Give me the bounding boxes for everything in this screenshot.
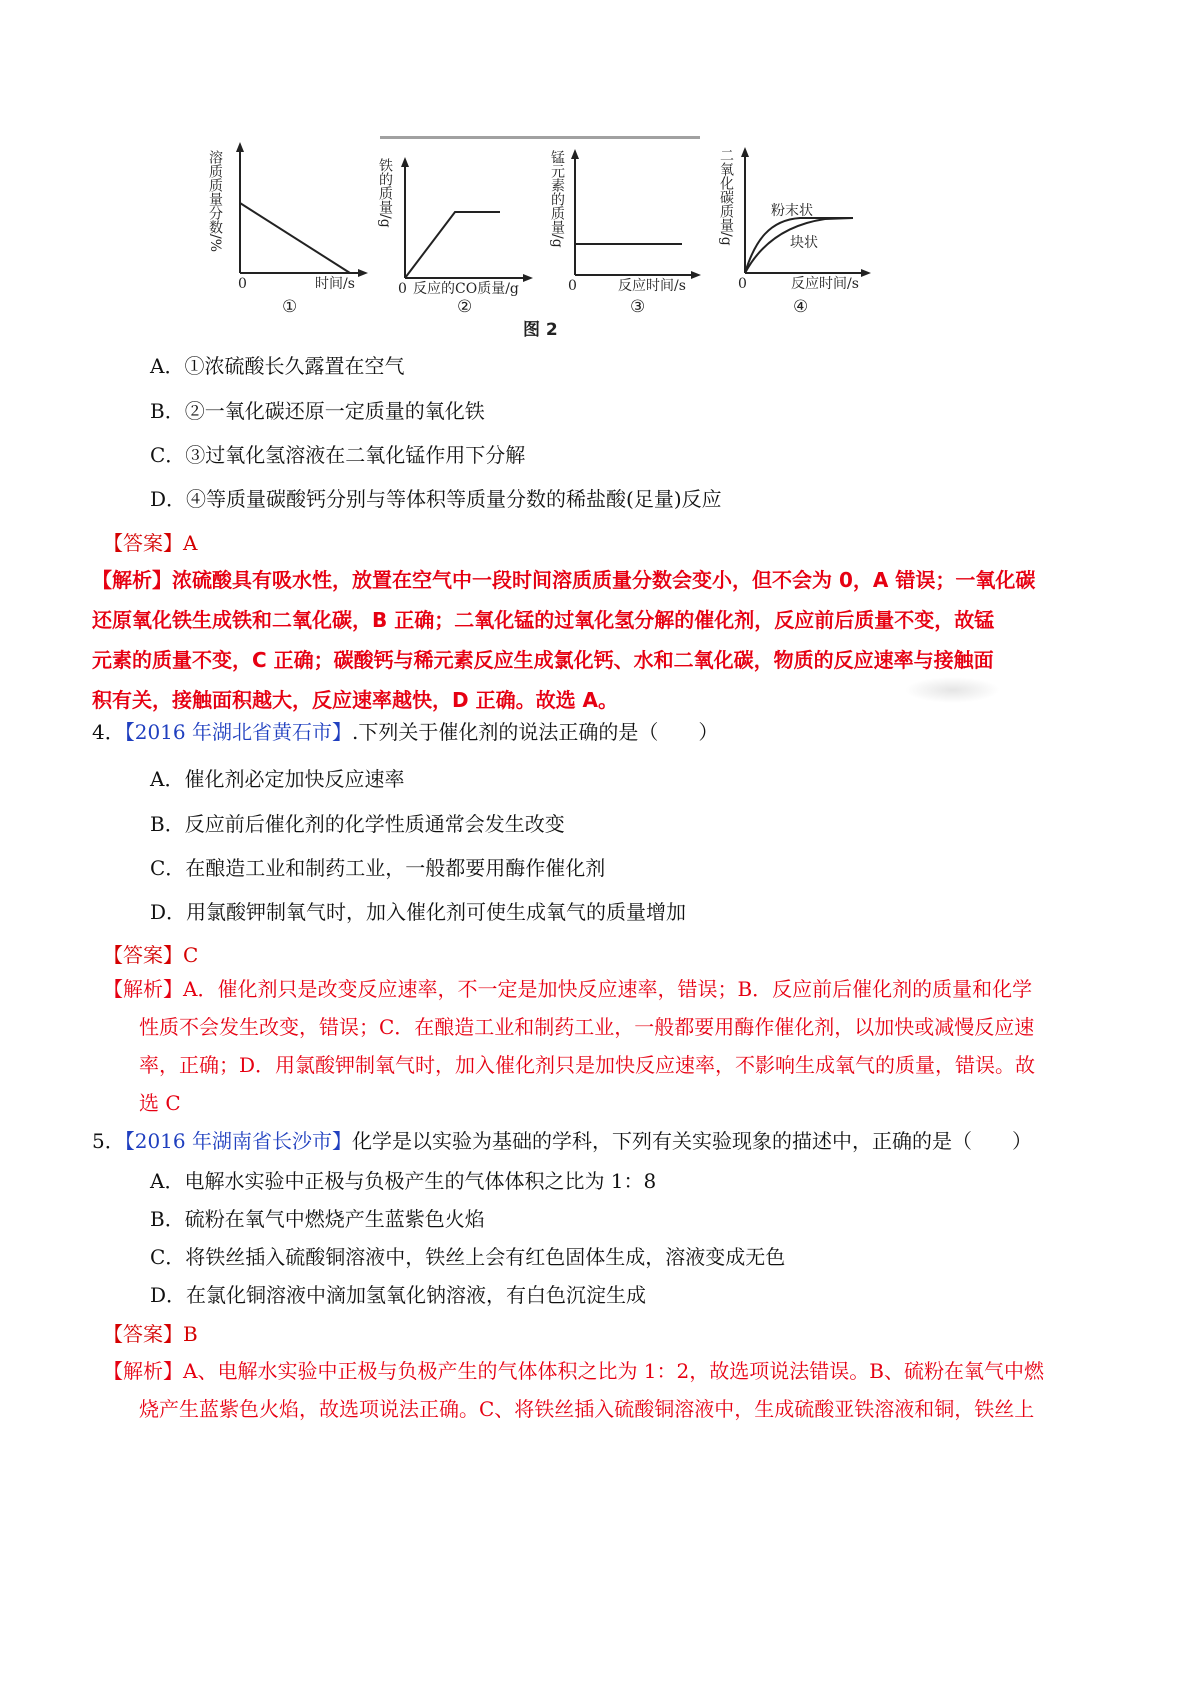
q4-option-d: D．用氯酸钾制氧气时，加入催化剂可使生成氧气的质量增加 — [150, 900, 687, 924]
q4-exp-line-3: 率，正确；D．用氯酸钾制氧气时，加入催化剂只是加快反应速率，不影响生成氧气的质量，错误。故 — [139, 1053, 1036, 1077]
q5-answer — [103, 1320, 198, 1348]
q3-exp-line-1: 浓硫酸具有吸水性，放置在空气中一段时间溶质质量分数会变小，但不会为 0，A 错误；一氧化碳 — [172, 568, 1036, 592]
graph-4 — [718, 147, 871, 317]
q5-option-b: B．硫粉在氧气中燃烧产生蓝紫色火焰 — [150, 1207, 485, 1231]
q5-source: 【2016 年湖南省长沙市】 — [124, 1129, 352, 1153]
graph-2 — [377, 157, 533, 317]
q4-answer — [103, 941, 198, 969]
q5-exp-line-2: 烧产生蓝紫色火焰，故选项说法正确。C、将铁丝插入硫酸铜溶液中，生成硫酸亚铁溶液和铜，铁丝上 — [139, 1397, 1035, 1421]
q4-option-c: C．在酿造工业和制药工业，一般都要用酶作催化剂 — [150, 856, 606, 880]
q3-option-a: A．①浓硫酸长久露置在空气 — [150, 354, 405, 378]
graph-4-curve1-label: 粉末状 — [771, 203, 813, 219]
q4-answer-value: C — [183, 943, 199, 967]
q3-exp-line-4: 积有关，接触面积越大，反应速率越快，D 正确。故选 A。 — [92, 688, 619, 712]
q5-option-a: A．电解水实验中正极与负极产生的气体体积之比为 1：8 — [150, 1169, 657, 1193]
q4-exp-line-1: A．催化剂只是改变反应速率，不一定是加快反应速率，错误；B．反应前后催化剂的质量和化学 — [183, 977, 1033, 1001]
q4-exp-label: 【解析】 — [103, 977, 183, 1001]
q4-answer-label: 【答案】 — [103, 943, 183, 967]
q3-exp-line-3: 元素的质量不变，C 正确；碳酸钙与稀元素反应生成氯化钙、水和二氧化碳，物质的反应速率与接触面 — [92, 648, 994, 672]
graph-4-curve2-label: 块状 — [790, 235, 818, 251]
q3-answer — [103, 529, 197, 557]
graph-2-line — [405, 212, 500, 278]
graph-2-ylabel: 铁的质量/g — [377, 158, 393, 228]
q4-stem — [92, 718, 718, 746]
graph-4-ylabel: 二氧化碳质量/g — [718, 148, 734, 246]
graph-3-ylabel: 锰元素的质量/g — [549, 150, 565, 248]
graph-1-number: ① — [282, 297, 298, 317]
graph-1-line — [240, 203, 350, 273]
q4-option-a: A．催化剂必定加快反应速率 — [150, 767, 405, 791]
graph-3-number: ③ — [630, 297, 646, 317]
q5-explanation — [103, 1352, 1103, 1428]
q4-stem-text: .下列关于催化剂的说法正确的是（ ） — [352, 720, 719, 744]
q5-exp-label: 【解析】 — [103, 1359, 183, 1383]
graph-2-origin: 0 — [398, 281, 407, 297]
graph-4-xlabel: 反应时间/s — [791, 276, 859, 292]
q5-stem-text: 化学是以实验为基础的学科，下列有关实验现象的描述中，正确的是（ ） — [352, 1129, 1032, 1153]
graph-1 — [207, 142, 368, 317]
q5-answer-value: B — [183, 1322, 198, 1346]
figure-caption: 图 2 — [523, 320, 558, 340]
graph-1-ylabel: 溶质质量分数/% — [207, 150, 223, 253]
graph-2-xlabel: 反应的CO质量/g — [413, 281, 519, 297]
q5-number: 5． — [92, 1129, 125, 1153]
q5-exp-line-1: A、电解水实验中正极与负极产生的气体体积之比为 1：2，故选项说法错误。B、硫粉在氧气中燃 — [183, 1359, 1044, 1383]
q3-answer-label: 【答案】 — [103, 531, 183, 555]
q3-option-d: D．④等质量碳酸钙分别与等体积等质量分数的稀盐酸(足量)反应 — [150, 487, 722, 511]
figure-2-graphs — [207, 140, 955, 365]
q5-option-c: C．将铁丝插入硫酸铜溶液中，铁丝上会有红色固体生成，溶液变成无色 — [150, 1245, 786, 1269]
scan-smudge — [905, 677, 1000, 703]
q3-exp-label: 【解析】 — [92, 568, 172, 592]
graph-4-number: ④ — [793, 297, 809, 317]
figure-2 — [207, 140, 955, 365]
q4-number: 4． — [92, 720, 125, 744]
graph-2-number: ② — [457, 297, 473, 317]
q3-exp-line-2: 还原氧化铁生成铁和二氧化碳，B 正确；二氧化锰的过氧化氢分解的催化剂，反应前后质量不变，故锰 — [92, 608, 995, 632]
q4-explanation — [103, 970, 1103, 1122]
graph-4-origin: 0 — [738, 276, 747, 292]
q5-answer-label: 【答案】 — [103, 1322, 183, 1346]
q4-exp-line-2: 性质不会发生改变，错误；C．在酿造工业和制药工业，一般都要用酶作催化剂，以加快或减慢反应速 — [139, 1015, 1035, 1039]
graph-1-origin: 0 — [238, 276, 247, 292]
q4-exp-line-4: 选 C — [139, 1091, 181, 1115]
q5-stem — [92, 1127, 1032, 1155]
graph-1-xlabel: 时间/s — [315, 276, 355, 292]
q3-option-b: B．②一氧化碳还原一定质量的氧化铁 — [150, 399, 485, 423]
graph-3-xlabel: 反应时间/s — [618, 278, 686, 294]
q3-option-c: C．③过氧化氢溶液在二氧化锰作用下分解 — [150, 443, 526, 467]
scan-artifact — [380, 136, 700, 139]
graph-3-origin: 0 — [568, 278, 577, 294]
graph-3 — [549, 149, 701, 317]
q3-answer-value: A — [183, 531, 198, 555]
q5-option-d: D．在氯化铜溶液中滴加氢氧化钠溶液，有白色沉淀生成 — [150, 1283, 647, 1307]
q4-source: 【2016 年湖北省黄石市】 — [124, 720, 352, 744]
q4-option-b: B．反应前后催化剂的化学性质通常会发生改变 — [150, 812, 565, 836]
